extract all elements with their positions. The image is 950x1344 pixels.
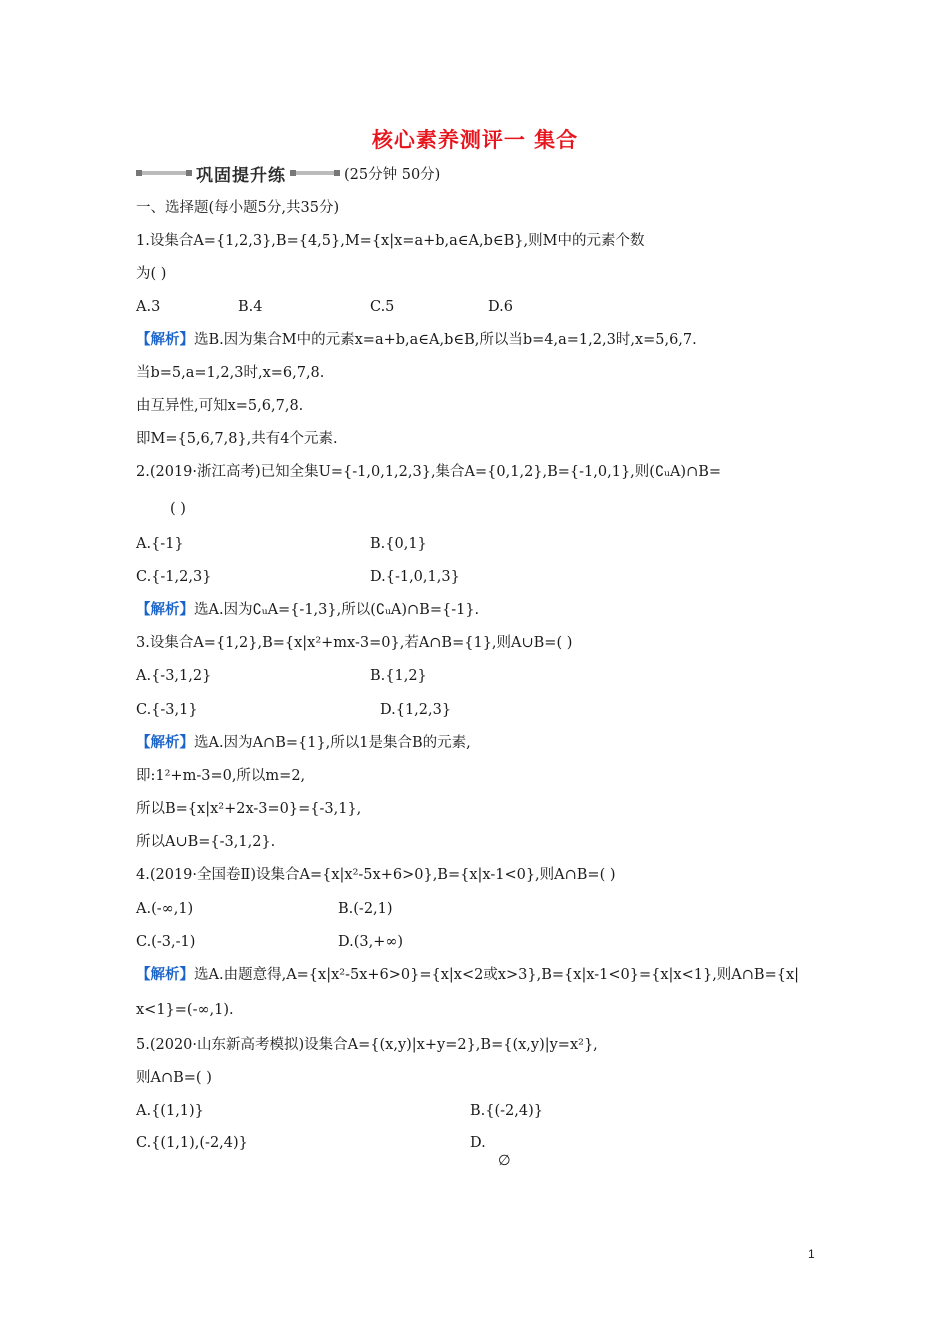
q1-stem-line1: 1.设集合A={1,2,3},B={4,5},M={x|x=a+b,a∈A,b∈B},则M中的元素个数 <box>136 233 645 249</box>
q1-answer-line1: 【解析】选B.因为集合M中的元素x=a+b,a∈A,b∈B,所以当b=4,a=1,2,3时,x=5,6,7. <box>136 331 697 348</box>
page-number: 1 <box>808 1247 815 1261</box>
q4-answer-line1: 【解析】选A.由题意得,A={x|x²-5x+6>0}={x|x<2或x>3},B={x|x-1<0}={x|x<1},则A∩B={x| <box>136 966 800 983</box>
q4-option-b: B.(-2,1) <box>338 901 393 917</box>
q5-option-c: C.{(1,1),(-2,4)} <box>136 1135 248 1151</box>
q4-stem-line1: 4.(2019·全国卷Ⅱ)设集合A={x|x²-5x+6>0},B={x|x-1<0},则A∩B=( ) <box>136 867 616 883</box>
q2-option-b: B.{0,1} <box>370 536 427 552</box>
q3-option-b: B.{1,2} <box>370 668 427 684</box>
q5-option-b: B.{(-2,4)} <box>470 1103 543 1119</box>
page-title: 核心素养测评一 集合 <box>371 127 579 152</box>
q5-option-d-emptyset: ∅ <box>498 1153 511 1169</box>
q3-option-d: D.{1,2,3} <box>380 702 452 718</box>
answer-tag: 【解析】 <box>136 734 194 751</box>
section-heading: 一、选择题(每小题5分,共35分) <box>136 200 340 216</box>
answer-tag: 【解析】 <box>136 601 194 618</box>
banner-rule-right <box>290 170 340 176</box>
q1-option-c: C.5 <box>370 299 395 315</box>
q1-answer-line2: 当b=5,a=1,2,3时,x=6,7,8. <box>136 365 325 381</box>
q2-option-c: C.{-1,2,3} <box>136 569 212 585</box>
q2-answer-line1: 【解析】选A.因为∁ᵤA={-1,3},所以(∁ᵤA)∩B={-1}. <box>136 601 480 618</box>
q2-option-a: A.{-1} <box>136 536 184 552</box>
answer-tag: 【解析】 <box>136 331 194 348</box>
q1-stem-line2: 为( ) <box>136 266 167 282</box>
q5-option-d: D. <box>470 1135 486 1151</box>
q4-option-a: A.(-∞,1) <box>136 901 194 917</box>
q4-option-c: C.(-3,-1) <box>136 934 196 950</box>
q1-answer-line4: 即M={5,6,7,8},共有4个元素. <box>136 431 338 447</box>
q3-answer-line4: 所以A∪B={-3,1,2}. <box>136 834 276 850</box>
banner-rule-left <box>136 170 192 176</box>
q5-option-a: A.{(1,1)} <box>136 1103 204 1119</box>
q3-answer-line3: 所以B={x|x²+2x-3=0}={-3,1}, <box>136 801 362 817</box>
q5-stem-line1: 5.(2020·山东新高考模拟)设集合A={(x,y)|x+y=2},B={(x,y)|y=x²}, <box>136 1037 598 1053</box>
banner-label: 巩固提升练 <box>196 165 286 186</box>
q1-option-b: B.4 <box>238 299 263 315</box>
q1-option-a: A.3 <box>136 299 161 315</box>
q4-option-d: D.(3,+∞) <box>338 934 404 950</box>
q1-option-d: D.6 <box>488 299 513 315</box>
q3-answer-line2: 即:1²+m-3=0,所以m=2, <box>136 768 306 784</box>
q3-stem-line1: 3.设集合A={1,2},B={x|x²+mx-3=0},若A∩B={1},则A∪B=( ) <box>136 635 573 651</box>
q3-option-a: A.{-3,1,2} <box>136 668 212 684</box>
q4-answer-line2: x<1}=(-∞,1). <box>136 1002 234 1018</box>
answer-tag: 【解析】 <box>136 966 194 983</box>
q2-stem-line2: ( ) <box>170 501 186 517</box>
q3-answer-line1: 【解析】选A.因为A∩B={1},所以1是集合B的元素, <box>136 734 471 751</box>
q2-option-d: D.{-1,0,1,3} <box>370 569 460 585</box>
banner-meta: (25分钟 50分) <box>344 166 441 183</box>
q2-stem-line1: 2.(2019·浙江高考)已知全集U={-1,0,1,2,3},集合A={0,1,2},B={-1,0,1},则(∁ᵤA)∩B= <box>136 464 722 480</box>
q5-stem-line2: 则A∩B=( ) <box>136 1070 212 1086</box>
q1-answer-line3: 由互异性,可知x=5,6,7,8. <box>136 398 304 414</box>
section-banner <box>136 160 440 186</box>
q3-option-c: C.{-3,1} <box>136 702 198 718</box>
